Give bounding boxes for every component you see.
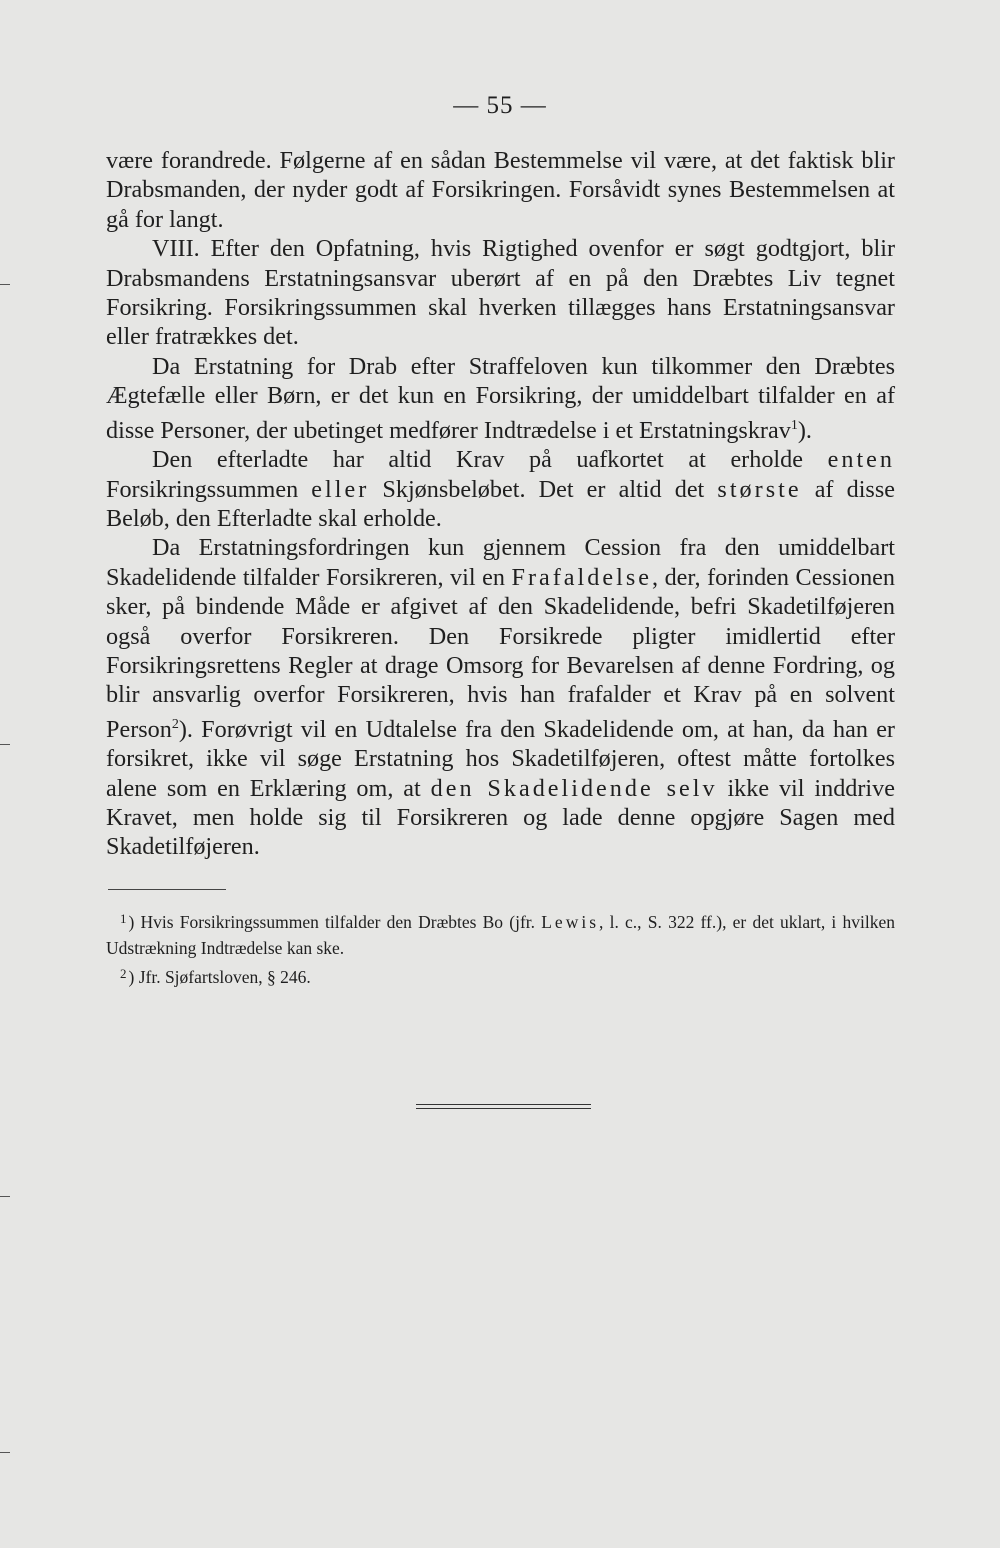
text-run: Den efterladte har altid Krav på uafkortet at erholde <box>152 446 828 474</box>
paragraph <box>106 234 895 352</box>
text-run: ). Forøvrigt vil en Udtalelse fra den Skadelidende om, at han, da han er forsikret, ikke vil søge Erstatning hos Skadetilføjeren, oftest måtte fortolkes alene som en Erklæring om, at <box>106 715 895 802</box>
emphasis: Lewis <box>541 912 600 932</box>
text-run: ikke vil inddrive Kravet, men holde sig til Forsikreren og lade denne opgjøre Sagen med Skadetilføjeren. <box>106 774 895 861</box>
text-run: Da Erstatning for Drab efter Straffeloven kun tilkommer den Dræbtes Ægtefælle eller Børn, er det kun en Forsikring, der umiddelbart tilfalder en af disse Personer, der ubetinget medfører Indtrædelse i et Erstatningskrav <box>106 352 895 444</box>
text-run: af disse Beløb, den Efterladte skal erholde. <box>106 475 895 532</box>
text-run: ) Hvis Forsikringssummen tilfalder den Dræbtes Bo (jfr. <box>128 912 542 932</box>
text-run: være forandrede. Følgerne af en sådan Bestemmelse vil være, at det faktisk blir Drabsmanden, der nyder godt af Forsikringen. Forsåvidt synes Bestemmelsen at gå for langt. <box>106 147 895 233</box>
page-number: — 55 — <box>453 92 547 119</box>
text-run: , l. c., S. 322 ff.), er det uklart, i hvilken Udstrækning Indtrædelse kan ske. <box>106 912 895 958</box>
text-run: Da Erstatningsfordringen kun gjennem Cession fra den umiddelbart Skadelidende tilfalder Forsikreren, vil en <box>106 534 895 591</box>
text-run: Forsikringssummen <box>106 475 312 503</box>
text-run: , der, forinden Cessionen sker, på bindende Måde er afgivet af den Skadelidende, befri Skadetilføjeren også overfor Forsikreren. Den Forsikrede pligter imidlertid efter Forsikringsrettens Regler at drage Omsorg for Bevarelsen af denne Fordring, og blir ansvarlig overfor Forsikreren, hvis han frafalder et Krav på en solvent Person <box>106 563 895 743</box>
emphasis: Frafaldelse <box>511 563 652 591</box>
footnote-marker: 1 <box>120 911 127 926</box>
paragraph <box>106 146 895 234</box>
body-text <box>106 146 895 862</box>
binding-mark <box>0 284 10 285</box>
footnotes <box>106 906 895 990</box>
paragraph <box>106 352 895 445</box>
paragraph <box>106 445 895 533</box>
emphasis: største <box>717 475 802 503</box>
binding-mark <box>0 1196 10 1197</box>
footnote <box>106 906 895 961</box>
footnote-reference[interactable]: 1 <box>790 417 798 433</box>
emphasis: eller <box>311 475 370 503</box>
end-divider <box>416 1104 591 1109</box>
footnote-reference[interactable]: 2 <box>171 716 179 732</box>
text-run: ) Jfr. Sjøfartsloven, § 246. <box>128 967 311 987</box>
binding-mark <box>0 744 10 745</box>
text-run: VIII. Efter den Opfatning, hvis Rigtighed ovenfor er søgt godtgjort, blir Drabsmandens Erstatningsansvar uberørt af en på den Dræbtes Liv tegnet Forsikring. Forsikringssummen skal hverken tillægges hans Erstatningsansvar eller fratrækkes det. <box>106 235 895 351</box>
text-run: ). <box>797 416 812 444</box>
footnote-marker: 2 <box>120 966 127 981</box>
footnote <box>106 961 895 990</box>
emphasis: den Skadelidende selv <box>430 774 718 802</box>
binding-mark <box>0 1452 10 1453</box>
footnote-divider <box>108 889 226 890</box>
paragraph <box>106 533 895 862</box>
emphasis: enten <box>827 446 895 474</box>
text-run: Skjønsbeløbet. Det er altid det <box>369 475 718 503</box>
